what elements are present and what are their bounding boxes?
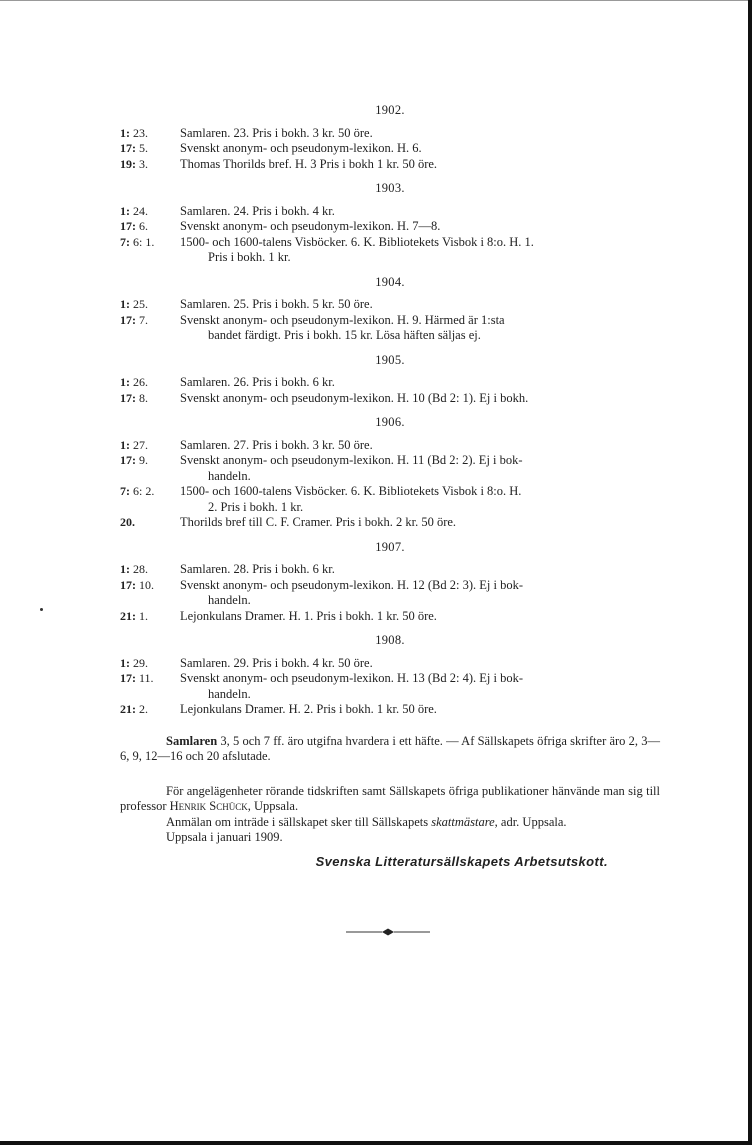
- series-reference: 17: 7.: [120, 312, 148, 327]
- series-reference: 1: 29.: [120, 655, 148, 670]
- entry-text: [180, 313, 660, 344]
- entry-text: [180, 671, 660, 702]
- year-section: [120, 181, 660, 266]
- publication-list: [120, 103, 660, 869]
- volume-number: 6: 1.: [133, 234, 155, 249]
- entry-line: Svenskt anonym- och pseudonym-lexikon. H. 9. Härmed är 1:sta: [180, 312, 505, 327]
- entry-line: 1500- och 1600-talens Visböcker. 6. K. Bibliotekets Visbok i 8:o. H.: [180, 484, 522, 498]
- series-reference: 19: 3.: [120, 156, 148, 171]
- correspondence-notice: [120, 784, 660, 815]
- entry-line: Samlaren. 26. Pris i bokh. 6 kr.: [180, 375, 335, 389]
- entry-text: [180, 391, 660, 407]
- series-reference: 1: 27.: [120, 437, 148, 452]
- series-reference: 1: 25.: [120, 297, 148, 311]
- entry-text: [180, 375, 660, 391]
- series-reference: 1: 23.: [120, 125, 148, 140]
- signature: Svenska Litteratursällskapets Arbetsutskott.: [315, 853, 608, 869]
- series-number: 1: [120, 297, 126, 311]
- publication-entry: [120, 313, 660, 344]
- series-reference: 17: 8.: [120, 390, 148, 405]
- professor-name: Henrik Schück: [169, 799, 248, 813]
- year-heading: 1907.: [375, 539, 405, 554]
- scan-speck: [40, 608, 43, 611]
- entry-text: [180, 578, 660, 609]
- year-section: [120, 633, 660, 718]
- entry-text: [180, 656, 660, 672]
- publication-entry: [120, 297, 660, 313]
- entry-text: [180, 453, 660, 484]
- entry-text: [180, 204, 660, 220]
- publication-entry: [120, 562, 660, 578]
- series-reference: 17: 6.: [120, 219, 148, 233]
- series-reference: 17: 5.: [120, 141, 148, 155]
- entry-text: [180, 562, 660, 578]
- entry-text: [180, 609, 660, 625]
- publication-entry: [120, 375, 660, 391]
- series-reference: 21: 2.: [120, 702, 148, 716]
- publication-entry: [120, 515, 660, 531]
- volume-number: 27.: [133, 437, 148, 452]
- year-sections: [120, 103, 660, 718]
- entry-text: [180, 126, 660, 142]
- volume-number: 6: 2.: [133, 484, 155, 498]
- series-number: 19: [120, 156, 132, 171]
- entry-text: [180, 515, 660, 531]
- series-reference: 1: 28.: [120, 562, 148, 576]
- year-section: [120, 415, 660, 531]
- treasurer-title: skattmästare: [431, 814, 495, 829]
- volume-number: 28.: [133, 562, 148, 576]
- series-reference: 21: 1.: [120, 608, 148, 623]
- end-ornament: [346, 927, 430, 937]
- series-reference: 7: 6: 2.: [120, 484, 155, 498]
- volume-number: 2.: [139, 702, 148, 716]
- volume-number: 6.: [139, 219, 148, 233]
- publication-entry: [120, 219, 660, 235]
- note-text: 3, 5 och 7 ff. äro utgifna hvardera i ett häfte. — Af Sällskapets öfriga skrifter äro 2, 3—6, 9, 12—16 och 20 afslutade.: [120, 733, 660, 763]
- series-reference: 7: 6: 1.: [120, 234, 155, 249]
- entry-line: Thorilds bref till C. F. Cramer. Pris i bokh. 2 kr. 50 öre.: [180, 515, 457, 529]
- entry-line: Svenskt anonym- och pseudonym-lexikon. H. 6.: [180, 141, 422, 155]
- entry-text: [180, 141, 660, 157]
- entry-line: Samlaren. 27. Pris i bokh. 3 kr. 50 öre.: [180, 437, 373, 452]
- entry-line: Samlaren. 25. Pris i bokh. 5 kr. 50 öre.: [180, 297, 373, 311]
- series-number: 17: [120, 453, 132, 467]
- year-heading: 1902.: [375, 103, 405, 117]
- entry-line: Pris i bokh. 1 kr.: [208, 250, 291, 264]
- series-number: 1: [120, 203, 126, 218]
- volume-number: 3.: [139, 156, 148, 171]
- series-number: 1: [120, 375, 126, 389]
- publication-entry: [120, 656, 660, 672]
- volume-number: 1.: [139, 608, 148, 623]
- year-heading: 1908.: [375, 633, 405, 647]
- year-section: [120, 275, 660, 344]
- series-number: 1: [120, 437, 126, 452]
- membership-notice: [120, 815, 660, 831]
- year-section: [120, 353, 660, 407]
- series-number: 7: [120, 234, 126, 249]
- series-reference: 17: 10.: [120, 577, 154, 592]
- volume-number: 10.: [139, 577, 154, 592]
- series-number: 1: [120, 125, 126, 140]
- year-section: [120, 103, 660, 172]
- entry-line: 1500- och 1600-talens Visböcker. 6. K. Bibliotekets Visbok i 8:o. H. 1.: [180, 234, 534, 249]
- publication-entry: [120, 578, 660, 609]
- entry-line: Svenskt anonym- och pseudonym-lexikon. H. 10 (Bd 2: 1). Ej i bokh.: [180, 390, 529, 405]
- series-number: 17: [120, 577, 132, 592]
- publication-entry: [120, 126, 660, 142]
- volume-number: 7.: [139, 312, 148, 327]
- publication-entry: [120, 453, 660, 484]
- volume-number: 24.: [133, 203, 148, 218]
- entry-text: [180, 157, 660, 173]
- notice1-text: För angelägenheter rörande tidskriften samt Sällskapets öfriga publikationer hänvände man sig till professor: [120, 783, 660, 813]
- entry-text: [180, 297, 660, 313]
- samlaren-note: [120, 734, 660, 765]
- series-number: 17: [120, 390, 132, 405]
- entry-line: Lejonkulans Dramer. H. 2. Pris i bokh. 1 kr. 50 öre.: [180, 702, 437, 716]
- series-number: 17: [120, 312, 132, 327]
- entry-line: handeln.: [208, 468, 251, 483]
- year-heading: 1903.: [375, 181, 405, 195]
- publication-entry: [120, 438, 660, 454]
- series-number: 17: [120, 219, 132, 233]
- year-heading: 1906.: [375, 415, 405, 429]
- year-heading: 1905.: [375, 352, 405, 367]
- entry-text: [180, 484, 660, 515]
- entry-text: [180, 438, 660, 454]
- entry-line: Samlaren. 28. Pris i bokh. 6 kr.: [180, 562, 335, 576]
- publication-entry: [120, 235, 660, 266]
- series-reference: 1: 26.: [120, 375, 148, 389]
- series-number: 7: [120, 484, 126, 498]
- entry-line: Samlaren. 23. Pris i bokh. 3 kr. 50 öre.: [180, 125, 373, 140]
- series-reference: 17: 11.: [120, 671, 154, 685]
- year-heading: 1904.: [375, 274, 405, 289]
- series-reference: 1: 24.: [120, 203, 148, 218]
- series-number: 17: [120, 141, 132, 155]
- page-top-edge: [0, 0, 748, 1]
- entry-line: bandet färdigt. Pris i bokh. 15 kr. Lösa häften säljas ej.: [208, 328, 481, 342]
- publication-entry: [120, 141, 660, 157]
- entry-text: [180, 235, 660, 266]
- entry-line: Thomas Thorilds bref. H. 3 Pris i bokh 1 kr. 50 öre.: [180, 156, 438, 171]
- publication-entry: [120, 157, 660, 173]
- series-number: 17: [120, 671, 132, 685]
- entry-line: Lejonkulans Dramer. H. 1. Pris i bokh. 1 kr. 50 öre.: [180, 608, 437, 623]
- entry-line: Svenskt anonym- och pseudonym-lexikon. H. 12 (Bd 2: 3). Ej i bok-: [180, 577, 524, 592]
- page-right-edge: [748, 0, 752, 1145]
- entry-line: handeln.: [208, 593, 251, 607]
- dateline: Uppsala i januari 1909.: [166, 830, 283, 844]
- series-number: 21: [120, 608, 132, 623]
- volume-number: 11.: [139, 671, 154, 685]
- entry-line: Svenskt anonym- och pseudonym-lexikon. H. 13 (Bd 2: 4). Ej i bok-: [180, 671, 524, 685]
- publication-entry: [120, 204, 660, 220]
- publication-entry: [120, 702, 660, 718]
- volume-number: 8.: [139, 390, 148, 405]
- series-reference: 17: 9.: [120, 453, 148, 467]
- volume-number: 9.: [139, 453, 148, 467]
- publication-entry: [120, 391, 660, 407]
- series-number: 1: [120, 562, 126, 576]
- entry-line: 2. Pris i bokh. 1 kr.: [208, 499, 304, 514]
- entry-line: Svenskt anonym- och pseudonym-lexikon. H. 7—8.: [180, 219, 441, 233]
- volume-number: 26.: [133, 375, 148, 389]
- volume-number: 5.: [139, 141, 148, 155]
- series-reference: [120, 515, 180, 531]
- volume-number: 29.: [133, 655, 148, 670]
- note-lead: Samlaren: [166, 733, 218, 748]
- entry-line: handeln.: [208, 686, 251, 701]
- notice2-tail: , adr. Uppsala.: [494, 814, 567, 829]
- entry-line: Svenskt anonym- och pseudonym-lexikon. H. 11 (Bd 2: 2). Ej i bok-: [180, 453, 523, 467]
- notice1-tail: , Uppsala.: [247, 799, 299, 813]
- entry-text: [180, 702, 660, 718]
- series-number: 21: [120, 702, 132, 716]
- entry-line: Samlaren. 24. Pris i bokh. 4 kr.: [180, 203, 335, 218]
- publication-entry: [120, 609, 660, 625]
- publication-entry: [120, 484, 660, 515]
- series-number: 20.: [120, 515, 135, 529]
- page-bottom-edge: [0, 1141, 752, 1145]
- year-section: [120, 540, 660, 625]
- series-number: 1: [120, 655, 126, 670]
- volume-number: 23.: [133, 125, 148, 140]
- notice2-text: Anmälan om inträde i sällskapet sker till Sällskapets: [166, 814, 432, 829]
- entry-line: Samlaren. 29. Pris i bokh. 4 kr. 50 öre.: [180, 655, 373, 670]
- volume-number: 25.: [133, 297, 148, 311]
- publication-entry: [120, 671, 660, 702]
- entry-text: [180, 219, 660, 235]
